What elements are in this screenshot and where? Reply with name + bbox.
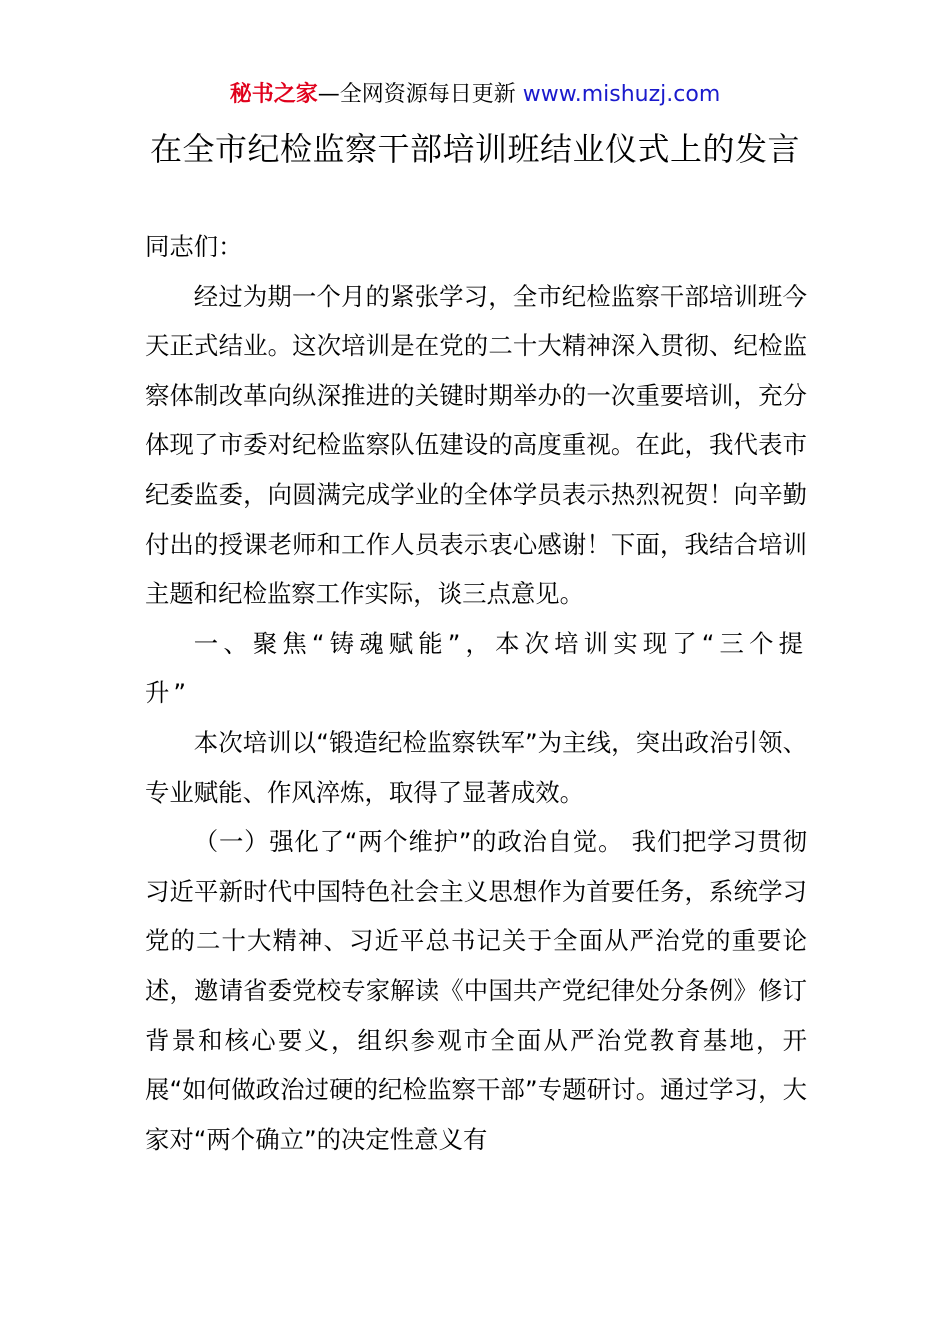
document-title: 在全市纪检监察干部培训班结业仪式上的发言 (149, 130, 800, 168)
paragraph-subsection-1: （一）强化了“两个维护”的政治自觉。 我们把学习贯彻习近平新时代中国特色社会主义思想作为首要任务，系统学习党的二十大精神、习近平总书记关于全面从严治党的重要论述，邀请省委党校专家解读《中国共产党纪律处分条例》修订背景和核心要义，组织参观市全面从严治党教育基地，开展“如何做政治过硬的纪检监察干部”专题研讨。通过学习，大家对“两个确立”的决定性意义有 (145, 827, 807, 1154)
salutation: 同志们： (145, 232, 243, 261)
section-heading-1: 一、聚焦“铸魂赋能”，本次培训实现了“三个提升” (145, 628, 807, 708)
paragraph-intro: 经过为期一个月的紧张学习，全市纪检监察干部培训班今天正式结业。这次培训是在党的二十大精神深入贯彻、纪检监察体制改革向纵深推进的关键时期举办的一次重要培训，充分体现了市委对纪检监察队伍建设的高度重视。在此，我代表市纪委监委，向圆满完成学业的全体学员表示热烈祝贺！向辛勤付出的授课老师和工作人员表示衷心感谢！下面，我结合培训主题和纪检监察工作实际，谈三点意见。 (145, 281, 807, 609)
paragraph-section-1-intro: 本次培训以“锻造纪检监察铁军”为主线，突出政治引领、专业赋能、作风淬炼，取得了显著成效。 (145, 727, 807, 807)
site-url-link[interactable]: www.mishuzj.com (522, 82, 721, 107)
site-header (0, 78, 950, 112)
site-tagline: —全网资源每日更新 (317, 82, 523, 107)
document-body (145, 222, 807, 1164)
site-name: 秘书之家 (229, 82, 318, 107)
